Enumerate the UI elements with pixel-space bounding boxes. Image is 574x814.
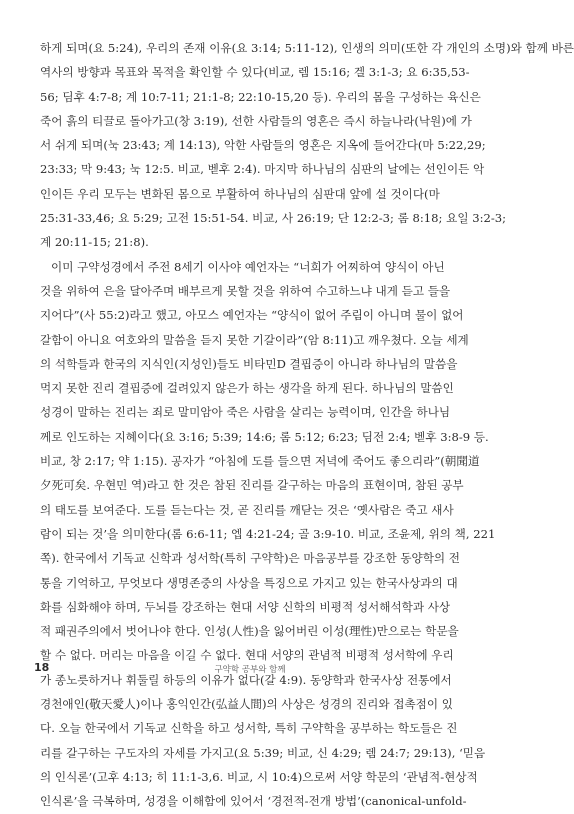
text-line: 23:33; 막 9:43; 눅 12:5. 비교, 벧후 2:4). 마지막 하나님의 심판의 날에는 선인이든 악 [40, 162, 485, 177]
text-line: 56; 딤후 4:7-8; 계 10:7-11; 21:1-8; 22:10-15,20 등). 우리의 몸을 구성하는 육신은 [40, 89, 481, 104]
text-line: 계 20:11-15; 21:8). [40, 235, 149, 250]
text-line: 夕死可矣. 우현민 역)라고 한 것은 참된 진리를 갈구하는 마음의 표현이며, 참된 공부 [40, 478, 464, 493]
text-line: 화를 심화해야 하며, 두뇌를 강조하는 현대 서양 신학의 비평적 성서해석학과 사상 [40, 599, 451, 614]
text-line: 지어다”(사 55:2)라고 했고, 아모스 예언자는 “양식이 없어 주림이 아니며 물이 없어 [40, 308, 464, 323]
text-line: 쪽). 한국에서 기독교 신학과 성서학(특히 구약학)은 마음공부를 강조한 동양학의 전 [40, 551, 461, 566]
page-number: 18 [34, 661, 50, 674]
text-line: 의 석학들과 한국의 지식인(지성인)들도 비타민D 결핍증이 아니라 하나님의 말씀을 [40, 356, 458, 371]
text-line: 다. 오늘 한국에서 기독교 신학을 하고 성서학, 특히 구약학을 공부하는 학도들은 진 [40, 721, 458, 736]
text-line: 죽어 흙의 티끌로 돌아가고(창 3:19), 선한 사람들의 영혼은 즉시 하늘나라(낙원)에 가 [40, 113, 472, 128]
text-line: 서 쉬게 되며(눅 23:43; 계 14:13), 악한 사람들의 영혼은 지옥에 들어간다(마 5:22,29; [40, 138, 486, 153]
text-line: 먹지 못한 진리 결핍증에 걸려있지 않은가 하는 생각을 하게 된다. 하나님의 말씀인 [40, 381, 454, 396]
text-line: 리를 갈구하는 구도자의 자세를 가지고(요 5:39; 비교, 신 4:29; 렘 24:7; 29:13), ‘믿음 [40, 745, 486, 760]
text-line: 할 수 없다. 머리는 마음을 이길 수 없다. 현대 서양의 관념적 비평적 성서학에 우리 [40, 648, 454, 663]
text-line: 의 인식론’(고후 4:13; 히 11:1-3,6. 비교, 시 10:4)으로써 서양 학문의 ‘관념적-현상적 [40, 769, 478, 784]
text-line: 인식론’을 극복하며, 성경을 이해함에 있어서 ‘경전적-전개 방법’(canonical-unfold- [40, 794, 467, 809]
paragraph-start-line: 이미 구약성경에서 주전 8세기 이사야 예언자는 “너희가 어찌하여 양식이 아닌 [51, 259, 445, 274]
text-line: 람이 되는 것’을 의미한다(롬 6:6-11; 엡 4:21-24; 골 3:9-10. 비교, 조윤제, 위의 책, 221 [40, 526, 496, 541]
text-line: 통을 기억하고, 무엇보다 생명존중의 사상을 특징으로 가지고 있는 한국사상과의 대 [40, 575, 458, 590]
running-title: 구약학 공부와 함께 [214, 665, 286, 675]
text-line: 경천애인(敬天愛人)이나 홍익인간(弘益人間)의 사상은 성경의 진리와 접촉점이 있 [40, 697, 453, 712]
text-line: 비교, 창 2:17; 약 1:15). 공자가 “아침에 도를 들으면 저녁에 죽어도 좋으리라”(朝聞道 [40, 454, 480, 469]
text-line: 의 태도를 보여준다. 도를 듣는다는 것, 곧 진리를 깨닫는 것은 ‘옛사람은 죽고 새사 [40, 502, 454, 517]
text-line: 인이든 우리 모두는 변화된 몸으로 부활하여 하나님의 심판대 앞에 설 것이다(마 [40, 186, 440, 201]
text-line: 25:31-33,46; 요 5:29; 고전 15:51-54. 비교, 사 26:19; 단 12:2-3; 롬 8:18; 요일 3:2-3; [40, 211, 507, 226]
text-line: 역사의 방향과 목표와 목적을 확인할 수 있다(비교, 렘 15:16; 겔 3:1-3; 요 6:35,53- [40, 65, 470, 80]
text-line: 갈함이 아니요 여호와의 말씀을 듣지 못한 기갈이라”(암 8:11)고 깨우쳤다. 오늘 세계 [40, 332, 469, 347]
body-text [40, 36, 574, 814]
text-line: 것을 위하여 은을 달아주며 배부르게 못할 것을 위하여 수고하느냐 내게 듣고 들을 [40, 283, 451, 298]
text-line: 하게 되며(요 5:24), 우리의 존재 이유(요 3:14; 5:11-12), 인생의 의미(또한 각 개인의 소명)와 함께 바른 [40, 41, 574, 55]
text-line: 적 패권주의에서 벗어나야 한다. 인성(人性)을 잃어버린 이성(理性)만으로는 학문을 [40, 624, 459, 639]
text-line: 성경이 말하는 진리는 죄로 말미암아 죽은 사람을 살리는 능력이며, 인간을 하나님 [40, 405, 451, 420]
text-line: 께로 인도하는 지혜이다(요 3:16; 5:39; 14:6; 롬 5:12; 6:23; 딤전 2:4; 벧후 3:8-9 등. [40, 429, 489, 444]
text-line: 가 종노릇하거나 휘둘릴 하등의 이유가 없다(갈 4:9). 동양학과 한국사상 전통에서 [40, 672, 452, 687]
